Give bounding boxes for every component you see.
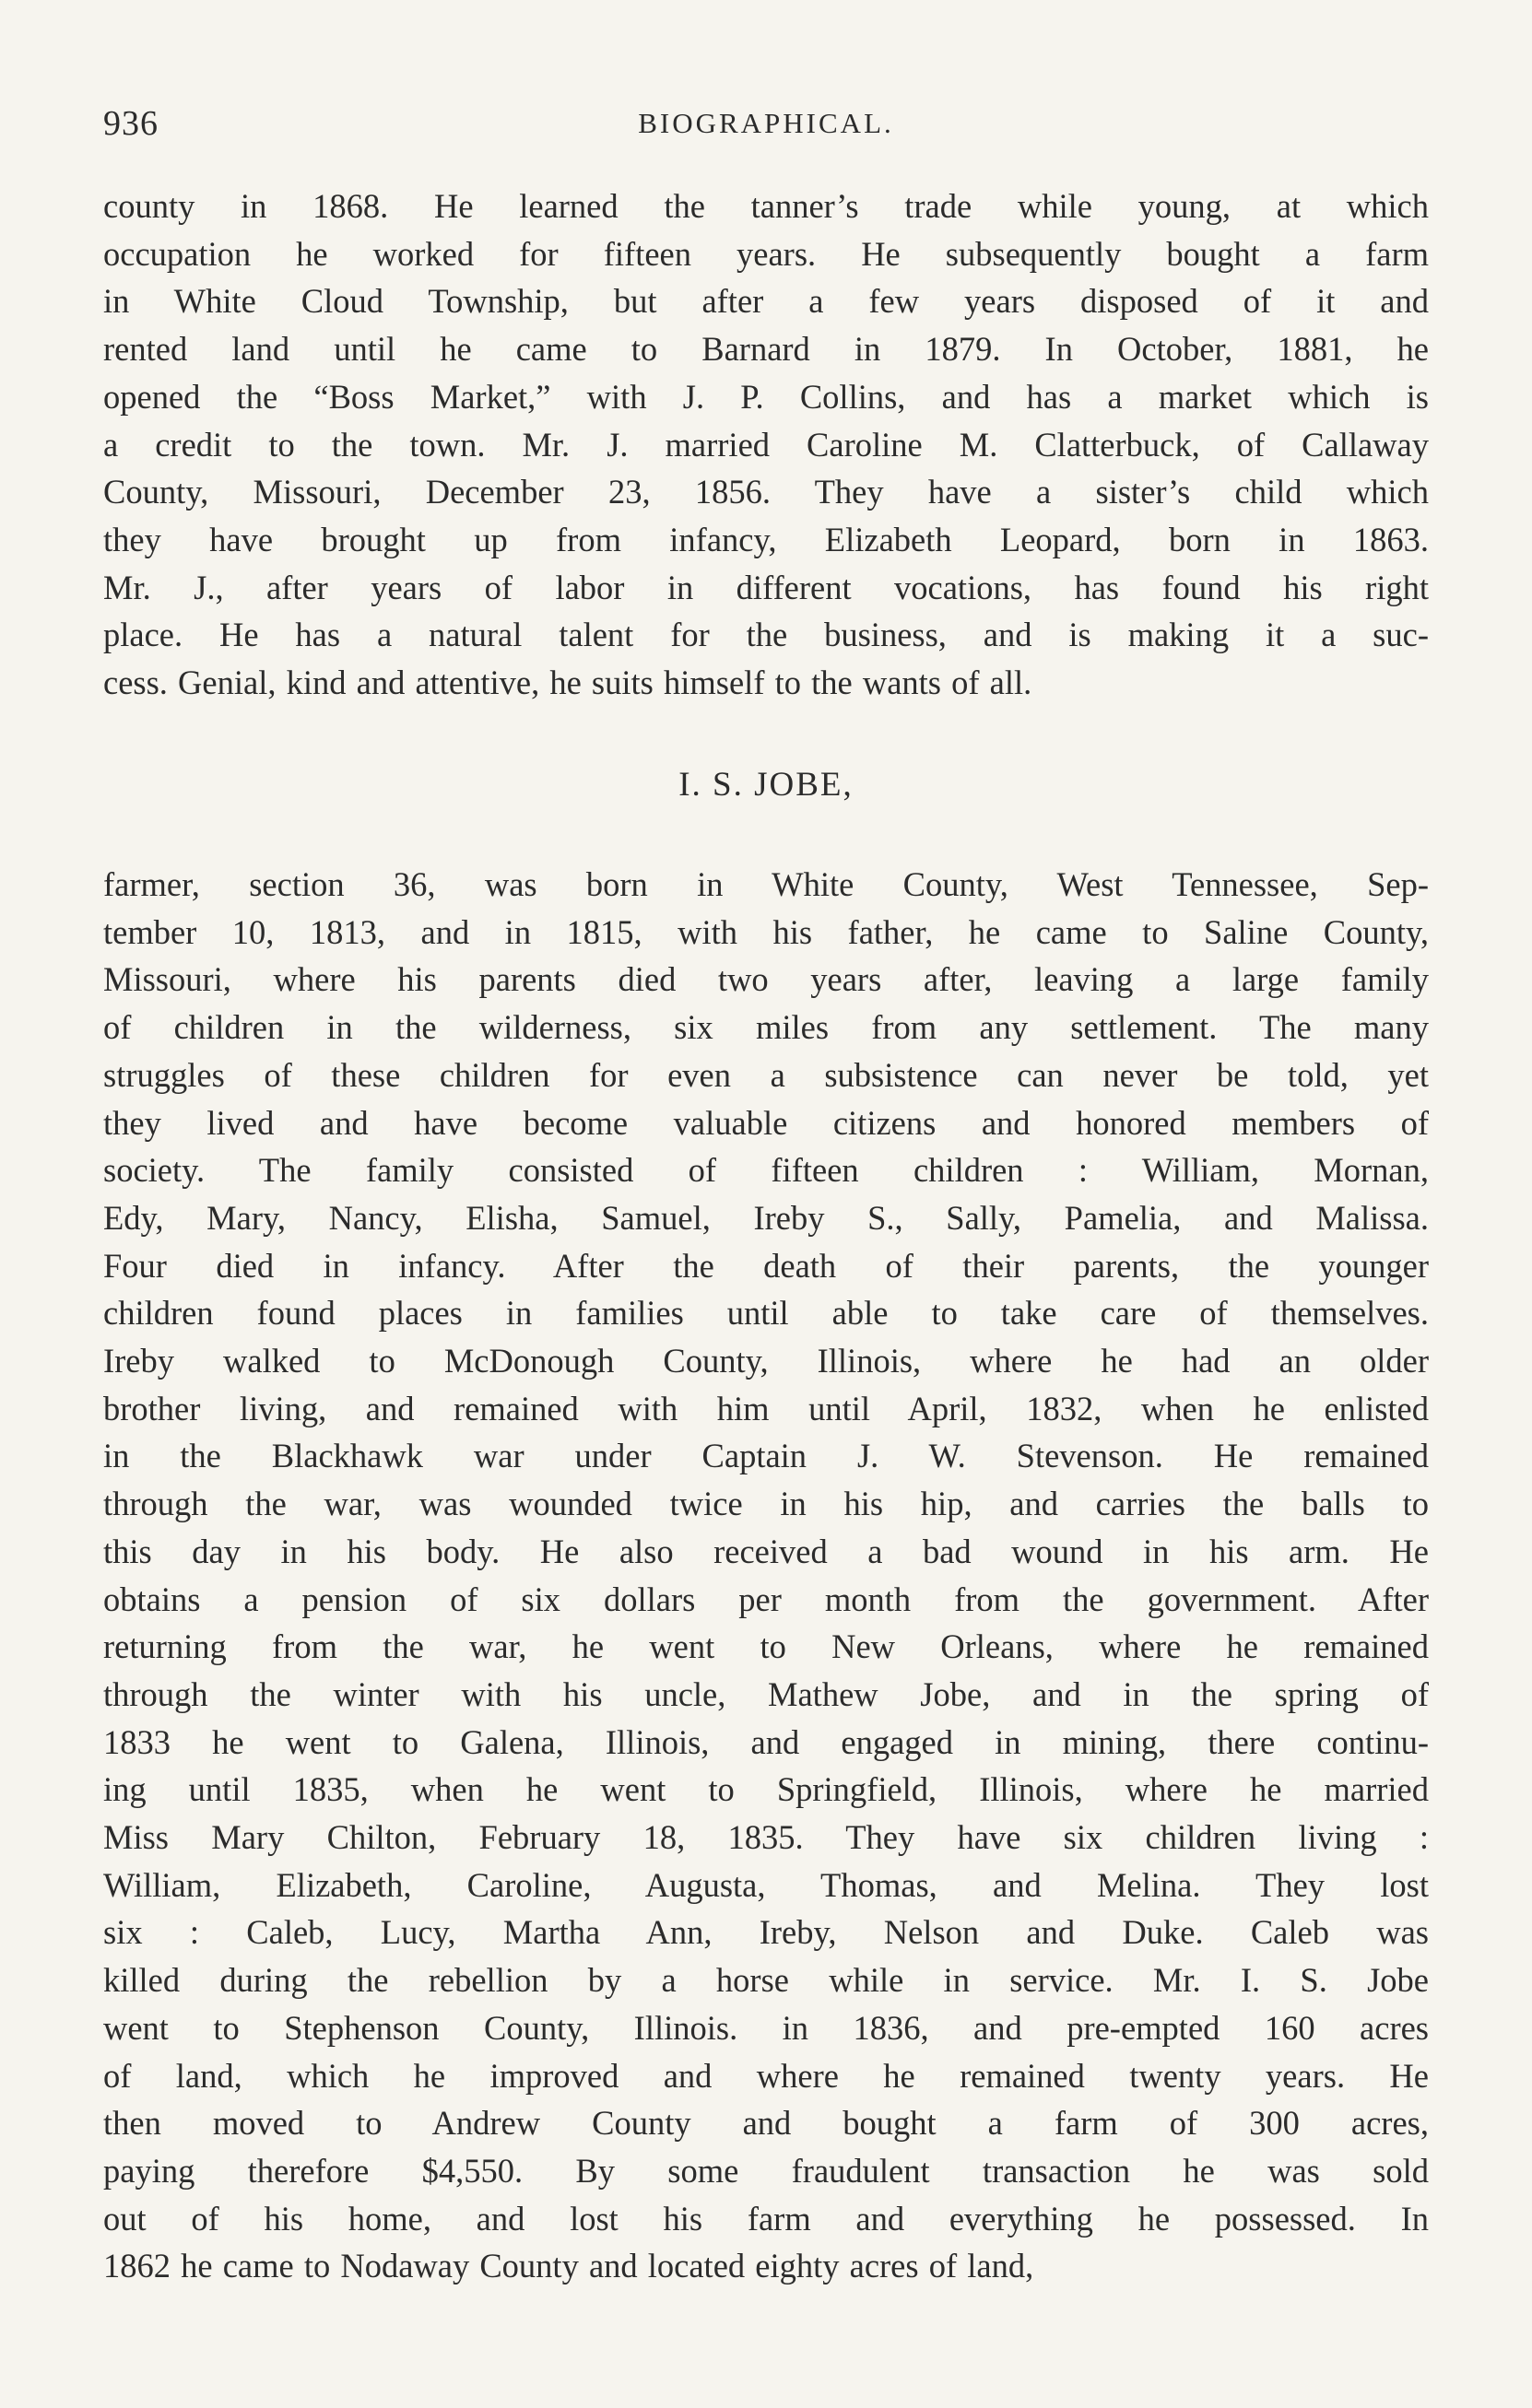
text-line: Four died in infancy. After the death of their parents, the younger	[103, 1246, 1429, 1285]
text-line: through the winter with his uncle, Mathew Jobe, and in the spring of	[103, 1674, 1429, 1713]
text-line: brother living, and remained with him until April, 1832, when he enlisted	[103, 1389, 1429, 1427]
text-line: 1862 he came to Nodaway County and located eighty acres of land,	[103, 2247, 1034, 2285]
text-line: occupation he worked for fifteen years. He subsequently bought a farm	[103, 234, 1429, 273]
text-line: place. He has a natural talent for the business, and is making it a suc-	[103, 616, 1429, 654]
text-line: six : Caleb, Lucy, Martha Ann, Ireby, Nelson and Duke. Caleb was	[103, 1913, 1429, 1952]
text-line: went to Stephenson County, Illinois. in 1836, and pre-empted 160 acres	[103, 2008, 1429, 2047]
text-line: of land, which he improved and where he remained twenty years. He	[103, 2056, 1429, 2095]
text-line: out of his home, and lost his farm and everything he possessed. In	[103, 2199, 1429, 2238]
text-line: Ireby walked to McDonough County, Illinois, where he had an older	[103, 1342, 1429, 1380]
text-line: Missouri, where his parents died two years after, leaving a large family	[103, 960, 1429, 999]
text-line: Miss Mary Chilton, February 18, 1835. They have six children living :	[103, 1818, 1429, 1857]
text-line: Mr. J., after years of labor in different vocations, has found his right	[103, 568, 1429, 606]
text-line: struggles of these children for even a subsistence can never be told, yet	[103, 1055, 1429, 1094]
text-line: children found places in families until able to take care of themselves.	[103, 1294, 1429, 1333]
text-line: William, Elizabeth, Caroline, Augusta, Thomas, and Melina. They lost	[103, 1865, 1429, 1904]
running-head: BIOGRAPHICAL.	[638, 107, 894, 139]
section-heading-jobe: I. S. JOBE,	[678, 766, 854, 804]
text-line: through the war, was wounded twice in his hip, and carries the balls to	[103, 1485, 1429, 1523]
text-line: this day in his body. He also received a bad wound in his arm. He	[103, 1532, 1429, 1570]
page-header	[103, 103, 1429, 149]
text-line: cess. Genial, kind and attentive, he suits himself to the wants of all.	[103, 664, 1032, 702]
text-line: then moved to Andrew County and bought a farm of 300 acres,	[103, 2104, 1429, 2143]
paragraph-collins-market	[103, 182, 1429, 707]
text-line: County, Missouri, December 23, 1856. They have a sister’s child which	[103, 473, 1429, 511]
text-line: returning from the war, he went to New Orleans, where he remained	[103, 1627, 1429, 1666]
text-line: Edy, Mary, Nancy, Elisha, Samuel, Ireby S., Sally, Pamelia, and Malissa.	[103, 1198, 1429, 1237]
text-line: a credit to the town. Mr. J. married Caroline M. Clatterbuck, of Callaway	[103, 425, 1429, 464]
text-line: of children in the wilderness, six miles from any settlement. The many	[103, 1008, 1429, 1047]
paragraph-jobe-biography	[103, 861, 1429, 2290]
page-number: 936	[103, 104, 159, 143]
text-line: opened the “Boss Market,” with J. P. Collins, and has a market which is	[103, 377, 1429, 416]
text-line: rented land until he came to Barnard in 1879. In October, 1881, he	[103, 330, 1429, 369]
text-line: ing until 1835, when he went to Springfield, Illinois, where he married	[103, 1770, 1429, 1809]
text-line: obtains a pension of six dollars per month from the government. After	[103, 1580, 1429, 1618]
text-line: 1833 he went to Galena, Illinois, and engaged in mining, there continu-	[103, 1722, 1429, 1761]
text-line: they lived and have become valuable citizens and honored members of	[103, 1103, 1429, 1142]
text-line: farmer, section 36, was born in White County, West Tennessee, Sep-	[103, 865, 1429, 903]
text-line: county in 1868. He learned the tanner’s trade while young, at which	[103, 187, 1429, 225]
text-line: killed during the rebellion by a horse while in service. Mr. I. S. Jobe	[103, 1961, 1429, 2000]
text-line: they have brought up from infancy, Elizabeth Leopard, born in 1863.	[103, 520, 1429, 558]
text-line: tember 10, 1813, and in 1815, with his father, he came to Saline County,	[103, 912, 1429, 951]
text-line: in the Blackhawk war under Captain J. W. Stevenson. He remained	[103, 1437, 1429, 1475]
text-line: in White Cloud Township, but after a few years disposed of it and	[103, 282, 1429, 321]
text-line: paying therefore $4,550. By some fraudulent transaction he was sold	[103, 2151, 1429, 2190]
text-line: society. The family consisted of fifteen children : William, Mornan,	[103, 1151, 1429, 1190]
